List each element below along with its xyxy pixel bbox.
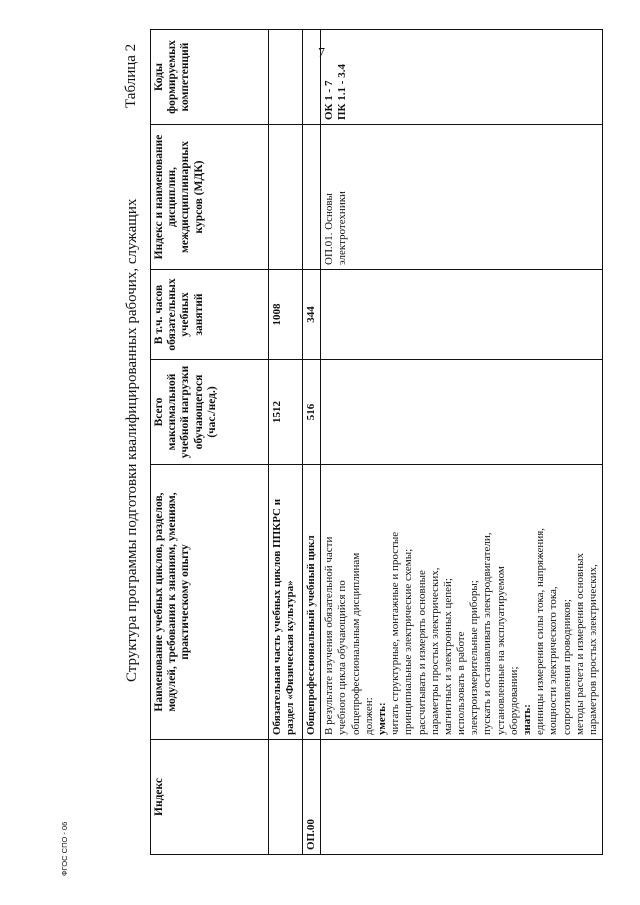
description-line: использовать в работе: [455, 631, 468, 735]
description-line: единицы измерения силы тока, напряжения,: [534, 527, 547, 735]
table-row: [269, 30, 303, 855]
header-index: Индекс: [151, 740, 269, 855]
cell-total: [321, 360, 603, 465]
header-discipline: Индекс и наименование дисциплин, междисциплинарных курсов (МДК): [151, 125, 269, 270]
description-line: сопротивления проводников;: [560, 599, 573, 735]
cell-classroom: [321, 270, 603, 360]
cell-discipline: [303, 125, 321, 270]
description-heading-knowledge: знать:: [521, 704, 533, 735]
cell-index: ОП.00: [303, 740, 321, 855]
cell-name-description: [321, 465, 603, 740]
description-line: параметров простых электрических,: [586, 564, 599, 735]
description-line: параметры простых электрических,: [428, 567, 441, 735]
description-line: магнитных и электронных цепей;: [441, 578, 454, 735]
cell-total: 516: [303, 360, 321, 465]
cell-index: [269, 740, 303, 855]
description-line: установленные на эксплуатируемом: [494, 566, 507, 735]
description-line: В результате изучения обязательной части: [323, 536, 336, 735]
description-line: мощности электрического тока,: [547, 586, 560, 735]
description-line: оборудовании;: [507, 666, 520, 735]
description-line: пускать и останавливать электродвигатели,: [481, 532, 494, 735]
cell-discipline: [269, 125, 303, 270]
cell-name: Общепрофессиональный учебный цикл: [303, 465, 321, 740]
footer-code: ФГОС СПО - 06: [60, 821, 69, 876]
description-line: рассчитывать и измерять основные: [415, 570, 428, 735]
description-line: должен:: [362, 697, 375, 735]
cell-name: Обязательная часть учебных циклов ППКРС и раздел «Физическая культура»: [269, 465, 303, 740]
structure-table-wrapper: [150, 30, 600, 855]
header-classroom: В т.ч. часов обязательных учебных занятий: [151, 270, 269, 360]
page-title: Структура программы подготовки квалифицированных рабочих, служащих: [124, 198, 140, 682]
cell-classroom: 1008: [269, 270, 303, 360]
header-total: Всего максимальной учебной нагрузки обучающегося (час./нед.): [151, 360, 269, 465]
cell-classroom: 344: [303, 270, 321, 360]
competency-code-general: ОК 1 - 7: [323, 80, 336, 120]
description-line: учебного цикла обучающийся по: [336, 580, 349, 735]
cell-codes: [303, 30, 321, 125]
table-row: [321, 30, 603, 855]
description-line: читать структурные, монтажные и простые: [389, 531, 402, 735]
competency-code-professional: ПК 1.1 - 3.4: [336, 64, 349, 120]
table-row: [303, 30, 321, 855]
table-header-row: [151, 30, 269, 855]
page-number: 7: [318, 46, 325, 61]
cell-codes: [321, 30, 603, 125]
description-line: методы расчета и измерения основных: [573, 553, 586, 735]
structure-table: [150, 29, 603, 855]
header-codes: Коды формируемых компетенций: [151, 30, 269, 125]
cell-codes: [269, 30, 303, 125]
description-line: принципиальные электрические схемы;: [402, 548, 415, 735]
header-name: Наименование учебных циклов, разделов, модулей, требования к знаниям, умениям, практическому опыту: [151, 465, 269, 740]
table-caption: Таблица 2: [123, 43, 139, 108]
cell-discipline: ОП.01. Основы электротехники: [321, 125, 603, 270]
description-line: электроизмерительные приборы;: [468, 580, 481, 735]
cell-total: 1512: [269, 360, 303, 465]
description-line: общепрофессиональным дисциплинам: [349, 552, 362, 735]
cell-index: [321, 740, 603, 855]
description-heading-skills: уметь:: [375, 702, 388, 735]
